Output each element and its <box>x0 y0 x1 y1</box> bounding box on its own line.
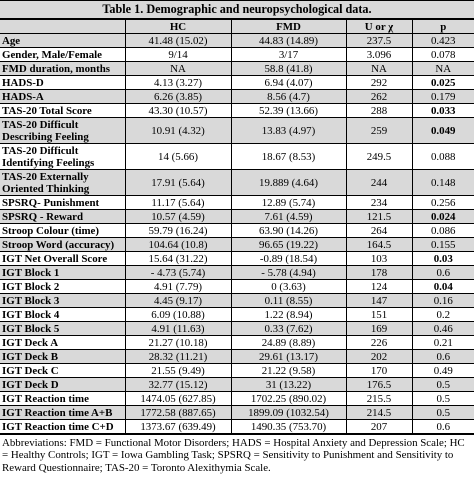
row-label: FMD duration, months <box>0 62 125 76</box>
table-row <box>0 420 474 434</box>
header-hc: HC <box>125 20 231 34</box>
header-label-col <box>0 20 125 34</box>
header-u-chi: U or χ <box>346 20 412 34</box>
p-value: 0.049 <box>412 118 474 144</box>
table-row <box>0 62 474 76</box>
table-row <box>0 224 474 238</box>
table-row <box>0 144 474 170</box>
hc-value: 41.48 (15.02) <box>125 34 231 48</box>
row-label: IGT Reaction time <box>0 392 125 406</box>
hc-value: 4.45 (9.17) <box>125 294 231 308</box>
u-chi-value: 124 <box>346 280 412 294</box>
p-value: 0.49 <box>412 364 474 378</box>
table-row <box>0 308 474 322</box>
p-value: 0.033 <box>412 104 474 118</box>
hc-value: 4.13 (3.27) <box>125 76 231 90</box>
fmd-value: 29.61 (13.17) <box>231 350 346 364</box>
hc-value: 104.64 (10.8) <box>125 238 231 252</box>
fmd-value: 44.83 (14.89) <box>231 34 346 48</box>
row-label: IGT Block 3 <box>0 294 125 308</box>
table-row <box>0 170 474 196</box>
table-row <box>0 350 474 364</box>
p-value: 0.46 <box>412 322 474 336</box>
p-value: 0.2 <box>412 308 474 322</box>
p-value: 0.086 <box>412 224 474 238</box>
p-value: 0.423 <box>412 34 474 48</box>
p-value: 0.5 <box>412 378 474 392</box>
row-label: IGT Reaction time C+D <box>0 420 125 434</box>
hc-value: 10.91 (4.32) <box>125 118 231 144</box>
u-chi-value: 244 <box>346 170 412 196</box>
p-value: 0.6 <box>412 350 474 364</box>
row-label: IGT Block 2 <box>0 280 125 294</box>
hc-value: 4.91 (7.79) <box>125 280 231 294</box>
fmd-value: - 5.78 (4.94) <box>231 266 346 280</box>
row-label: Stroop Word (accuracy) <box>0 238 125 252</box>
hc-value: 11.17 (5.64) <box>125 196 231 210</box>
row-label: TAS-20 Difficult Identifying Feelings <box>0 144 125 170</box>
row-label: HADS-D <box>0 76 125 90</box>
u-chi-value: 264 <box>346 224 412 238</box>
u-chi-value: 176.5 <box>346 378 412 392</box>
fmd-value: 7.61 (4.59) <box>231 210 346 224</box>
table-footnote: Abbreviations: FMD = Functional Motor Disorders; HADS = Hospital Anxiety and Depression Scale; HC = Healthy Controls; IGT = Iowa Gambling Task; SPSRQ = Sensitivity to Punishment and Sensitivity to Reward Questionnaire; TAS-20 = Toronto Alexithymia Scale. <box>0 434 474 474</box>
p-value: 0.179 <box>412 90 474 104</box>
u-chi-value: 288 <box>346 104 412 118</box>
fmd-value: 24.89 (8.89) <box>231 336 346 350</box>
u-chi-value: 259 <box>346 118 412 144</box>
row-label: TAS-20 Total Score <box>0 104 125 118</box>
hc-value: 6.09 (10.88) <box>125 308 231 322</box>
table-row <box>0 252 474 266</box>
fmd-value: 0.33 (7.62) <box>231 322 346 336</box>
table-row <box>0 118 474 144</box>
table-row <box>0 266 474 280</box>
u-chi-value: 249.5 <box>346 144 412 170</box>
fmd-value: 19.889 (4.64) <box>231 170 346 196</box>
table-row <box>0 294 474 308</box>
hc-value: 17.91 (5.64) <box>125 170 231 196</box>
hc-value: 6.26 (3.85) <box>125 90 231 104</box>
data-table <box>0 19 474 434</box>
u-chi-value: 234 <box>346 196 412 210</box>
table-row <box>0 196 474 210</box>
hc-value: 59.79 (16.24) <box>125 224 231 238</box>
p-value: 0.155 <box>412 238 474 252</box>
row-label: IGT Deck C <box>0 364 125 378</box>
header-p: p <box>412 20 474 34</box>
u-chi-value: 214.5 <box>346 406 412 420</box>
u-chi-value: 170 <box>346 364 412 378</box>
fmd-value: 18.67 (8.53) <box>231 144 346 170</box>
u-chi-value: 226 <box>346 336 412 350</box>
table-row <box>0 210 474 224</box>
fmd-value: 1702.25 (890.02) <box>231 392 346 406</box>
row-label: HADS-A <box>0 90 125 104</box>
row-label: IGT Net Overall Score <box>0 252 125 266</box>
p-value: 0.21 <box>412 336 474 350</box>
fmd-value: 12.89 (5.74) <box>231 196 346 210</box>
fmd-value: 52.39 (13.66) <box>231 104 346 118</box>
hc-value: 10.57 (4.59) <box>125 210 231 224</box>
hc-value: 4.91 (11.63) <box>125 322 231 336</box>
hc-value: 1373.67 (639.49) <box>125 420 231 434</box>
u-chi-value: 292 <box>346 76 412 90</box>
fmd-value: 58.8 (41.8) <box>231 62 346 76</box>
row-label: Age <box>0 34 125 48</box>
fmd-value: 21.22 (9.58) <box>231 364 346 378</box>
p-value: 0.024 <box>412 210 474 224</box>
u-chi-value: 3.096 <box>346 48 412 62</box>
fmd-value: 3/17 <box>231 48 346 62</box>
p-value: 0.5 <box>412 392 474 406</box>
u-chi-value: 151 <box>346 308 412 322</box>
u-chi-value: 207 <box>346 420 412 434</box>
hc-value: 1772.58 (887.65) <box>125 406 231 420</box>
fmd-value: 31 (13.22) <box>231 378 346 392</box>
table-row <box>0 336 474 350</box>
row-label: IGT Deck D <box>0 378 125 392</box>
p-value: 0.256 <box>412 196 474 210</box>
fmd-value: 1490.35 (753.70) <box>231 420 346 434</box>
hc-value: - 4.73 (5.74) <box>125 266 231 280</box>
table-row <box>0 76 474 90</box>
table-row <box>0 34 474 48</box>
table-row <box>0 364 474 378</box>
p-value: 0.04 <box>412 280 474 294</box>
fmd-value: 6.94 (4.07) <box>231 76 346 90</box>
p-value: 0.078 <box>412 48 474 62</box>
fmd-value: 96.65 (19.22) <box>231 238 346 252</box>
row-label: TAS-20 Difficult Describing Feeling <box>0 118 125 144</box>
row-label: IGT Block 4 <box>0 308 125 322</box>
p-value: 0.03 <box>412 252 474 266</box>
table-row <box>0 238 474 252</box>
table-row <box>0 90 474 104</box>
u-chi-value: 147 <box>346 294 412 308</box>
fmd-value: 1.22 (8.94) <box>231 308 346 322</box>
hc-value: 28.32 (11.21) <box>125 350 231 364</box>
table-row <box>0 48 474 62</box>
table-row <box>0 378 474 392</box>
fmd-value: 13.83 (4.97) <box>231 118 346 144</box>
u-chi-value: NA <box>346 62 412 76</box>
u-chi-value: 237.5 <box>346 34 412 48</box>
hc-value: 21.27 (10.18) <box>125 336 231 350</box>
hc-value: 15.64 (31.22) <box>125 252 231 266</box>
p-value: NA <box>412 62 474 76</box>
table-row <box>0 322 474 336</box>
p-value: 0.5 <box>412 406 474 420</box>
u-chi-value: 121.5 <box>346 210 412 224</box>
row-label: IGT Deck A <box>0 336 125 350</box>
table-row <box>0 104 474 118</box>
hc-value: 9/14 <box>125 48 231 62</box>
row-label: IGT Block 5 <box>0 322 125 336</box>
table-title: Table 1. Demographic and neuropsychological data. <box>0 0 474 19</box>
p-value: 0.6 <box>412 420 474 434</box>
hc-value: 32.77 (15.12) <box>125 378 231 392</box>
row-label: IGT Block 1 <box>0 266 125 280</box>
row-label: IGT Deck B <box>0 350 125 364</box>
row-label: TAS-20 Externally Oriented Thinking <box>0 170 125 196</box>
u-chi-value: 202 <box>346 350 412 364</box>
u-chi-value: 215.5 <box>346 392 412 406</box>
row-label: Gender, Male/Female <box>0 48 125 62</box>
p-value: 0.6 <box>412 266 474 280</box>
table-row <box>0 392 474 406</box>
p-value: 0.148 <box>412 170 474 196</box>
u-chi-value: 262 <box>346 90 412 104</box>
header-row <box>0 20 474 34</box>
row-label: Stroop Colour (time) <box>0 224 125 238</box>
hc-value: 1474.05 (627.85) <box>125 392 231 406</box>
u-chi-value: 169 <box>346 322 412 336</box>
row-label: SPSRQ - Reward <box>0 210 125 224</box>
table-row <box>0 280 474 294</box>
fmd-value: -0.89 (18.54) <box>231 252 346 266</box>
fmd-value: 8.56 (4.7) <box>231 90 346 104</box>
fmd-value: 0.11 (8.55) <box>231 294 346 308</box>
fmd-value: 0 (3.63) <box>231 280 346 294</box>
row-label: SPSRQ- Punishment <box>0 196 125 210</box>
p-value: 0.16 <box>412 294 474 308</box>
u-chi-value: 164.5 <box>346 238 412 252</box>
u-chi-value: 103 <box>346 252 412 266</box>
fmd-value: 1899.09 (1032.54) <box>231 406 346 420</box>
fmd-value: 63.90 (14.26) <box>231 224 346 238</box>
header-fmd: FMD <box>231 20 346 34</box>
hc-value: 21.55 (9.49) <box>125 364 231 378</box>
u-chi-value: 178 <box>346 266 412 280</box>
p-value: 0.088 <box>412 144 474 170</box>
table-body <box>0 34 474 434</box>
table-row <box>0 406 474 420</box>
row-label: IGT Reaction time A+B <box>0 406 125 420</box>
hc-value: 14 (5.66) <box>125 144 231 170</box>
p-value: 0.025 <box>412 76 474 90</box>
hc-value: NA <box>125 62 231 76</box>
hc-value: 43.30 (10.57) <box>125 104 231 118</box>
